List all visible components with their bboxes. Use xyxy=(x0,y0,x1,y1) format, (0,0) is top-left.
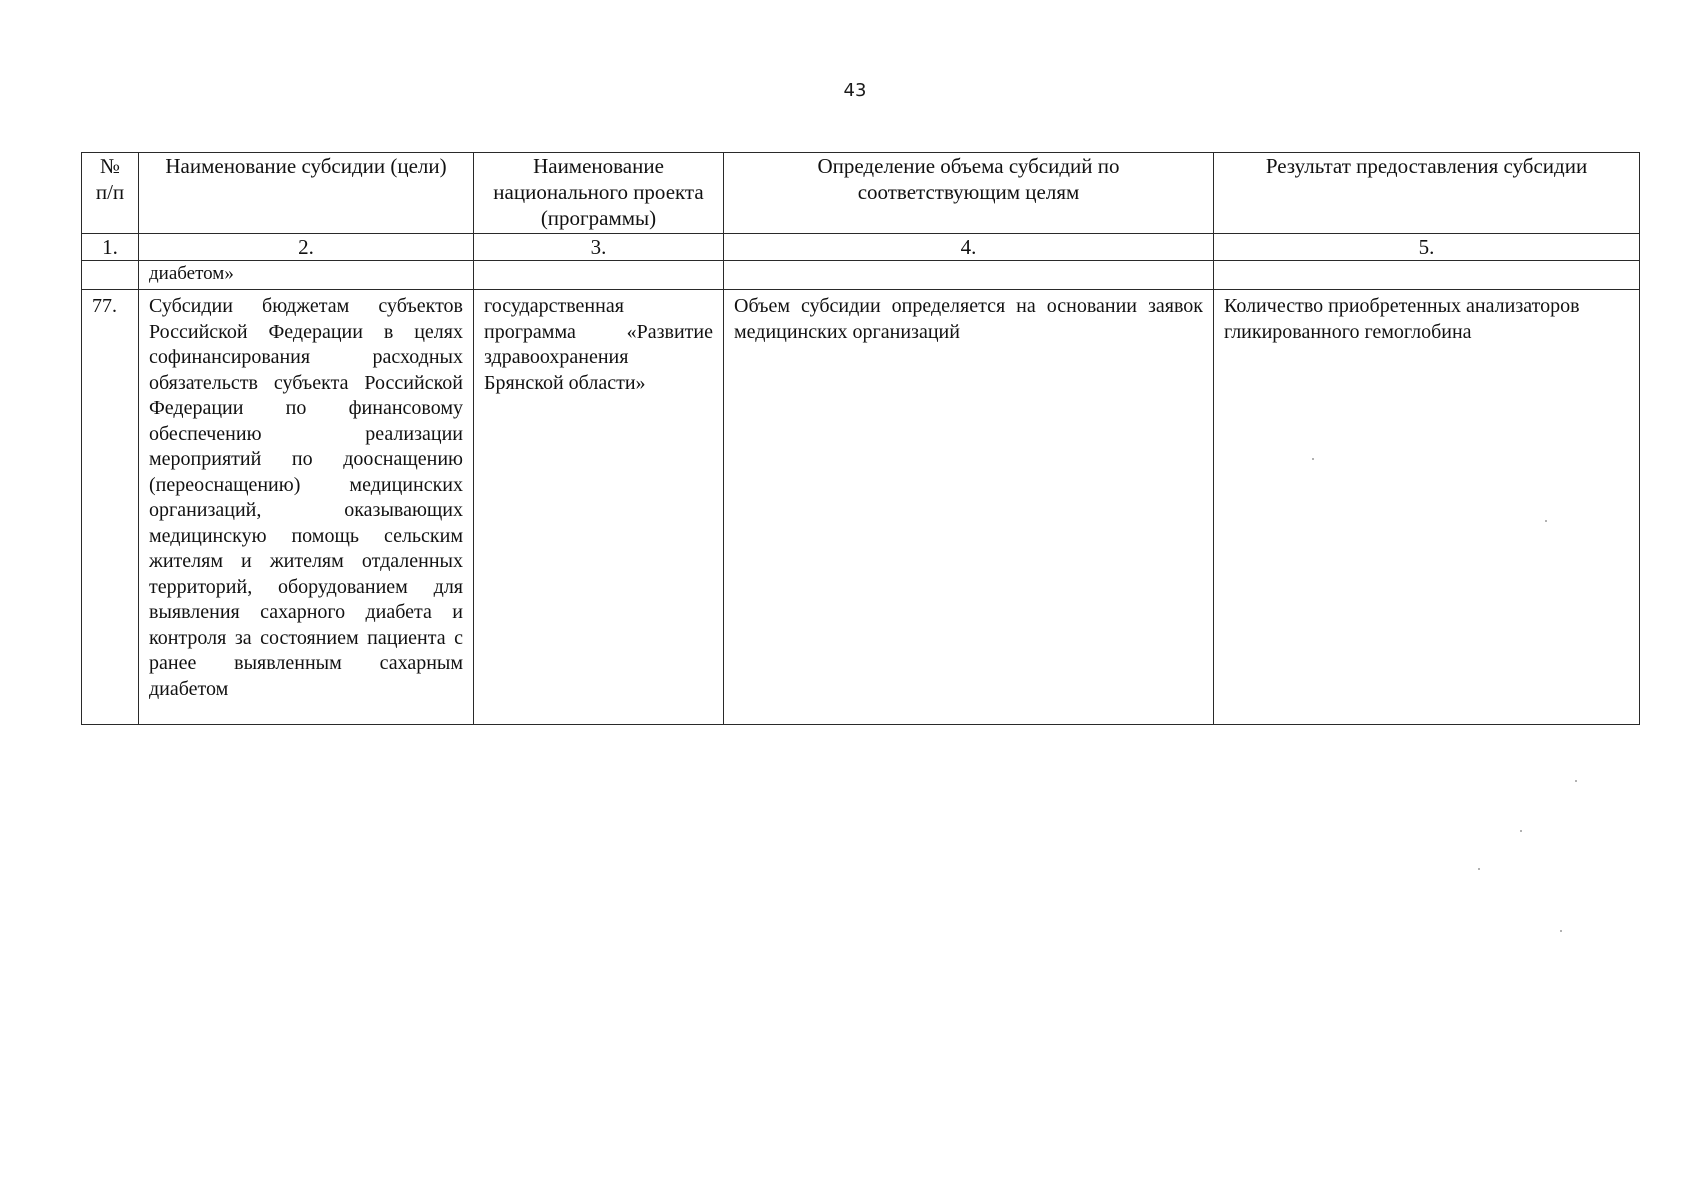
scan-speck xyxy=(1478,868,1480,870)
row-number-cell: 77. xyxy=(82,290,139,725)
continuation-result-cell xyxy=(1214,261,1640,290)
header-national-project: Наименование национального проекта (программы) xyxy=(474,153,724,234)
column-number-row xyxy=(82,234,1640,261)
scan-speck xyxy=(1545,520,1547,522)
row-result-cell: Количество приобретенных анализаторов гликированного гемоглобина xyxy=(1214,290,1640,725)
continuation-number-cell xyxy=(82,261,139,290)
column-number-2: 2. xyxy=(139,234,474,261)
column-number-1: 1. xyxy=(82,234,139,261)
row-volume-cell: Объем субсидии определяется на основании заявок медицинских организаций xyxy=(724,290,1214,725)
row-project-cell: государственная программа «Развитие здравоохранения Брянской области» xyxy=(474,290,724,725)
header-volume-definition: Определение объема субсидий по соответствующим целям xyxy=(724,153,1214,234)
page-number: 43 xyxy=(843,80,867,101)
row-name-cell: Субсидии бюджетам субъектов Российской Федерации в целях софинансирования расходных обязательств субъекта Российской Федерации по финансовому обеспечению реализации мероприятий по дооснащению (переоснащению) медицинских организаций, оказывающих медицинскую помощь сельским жителям и жителям отдаленных территорий, оборудованием для выявления сахарного диабета и контроля за состоянием пациента с ранее выявленным сахарным диабетом xyxy=(139,290,474,725)
table-row xyxy=(82,290,1640,725)
column-number-4: 4. xyxy=(724,234,1214,261)
subsidy-table xyxy=(81,152,1640,725)
table-header xyxy=(82,153,1640,234)
continuation-row xyxy=(82,261,1640,290)
scan-speck xyxy=(1575,780,1577,782)
header-subsidy-name: Наименование субсидии (цели) xyxy=(139,153,474,234)
scan-speck xyxy=(1560,930,1562,932)
column-number-3: 3. xyxy=(474,234,724,261)
header-number: № п/п xyxy=(82,153,139,234)
table-body xyxy=(82,234,1640,725)
continuation-name-cell: диабетом» xyxy=(139,261,474,290)
header-row xyxy=(82,153,1640,234)
continuation-project-cell xyxy=(474,261,724,290)
column-number-5: 5. xyxy=(1214,234,1640,261)
continuation-volume-cell xyxy=(724,261,1214,290)
scan-speck xyxy=(1520,830,1522,832)
scan-speck xyxy=(1312,458,1314,460)
header-result: Результат предоставления субсидии xyxy=(1214,153,1640,234)
